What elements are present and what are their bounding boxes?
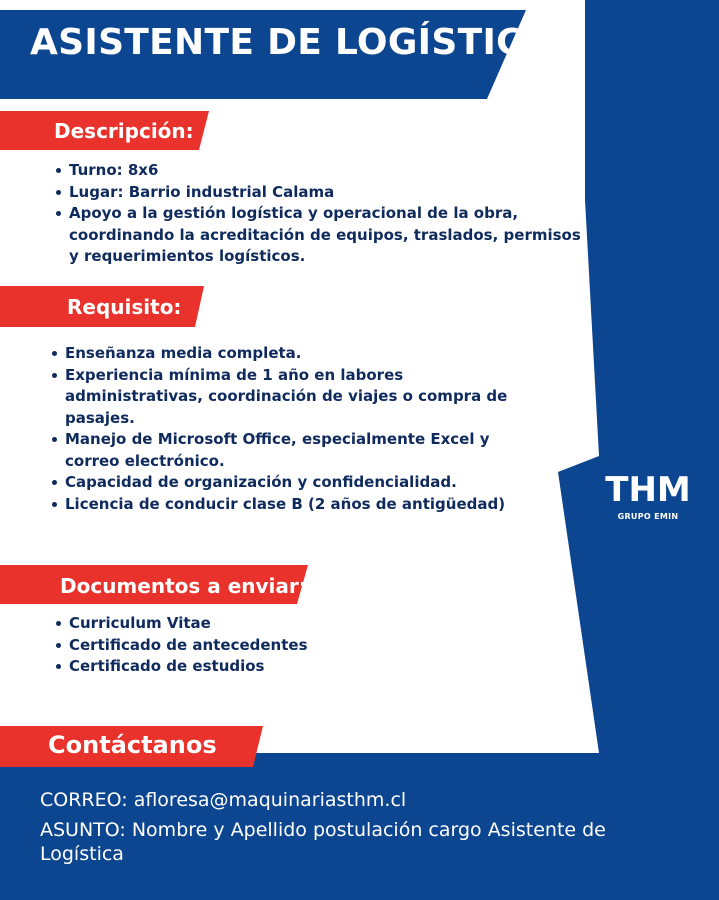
thm-logo bbox=[598, 471, 698, 521]
logo-subtitle: GRUPO EMIN bbox=[617, 512, 679, 521]
list-item: Turno: 8x6 bbox=[55, 160, 595, 182]
list-item: Certificado de estudios bbox=[55, 656, 475, 678]
requirement-list bbox=[51, 343, 541, 515]
list-item: Manejo de Microsoft Office, especialmente Excel y correo electrónico. bbox=[51, 429, 541, 472]
job-title: ASISTENTE DE LOGÍSTICA bbox=[30, 22, 552, 63]
list-item: Experiencia mínima de 1 año en labores administrativas, coordinación de viajes o compra de pasajes. bbox=[51, 365, 541, 430]
list-item: Capacidad de organización y confidencialidad. bbox=[51, 472, 541, 494]
documents-list bbox=[55, 613, 475, 678]
list-item: Licencia de conducir clase B (2 años de antigüedad) bbox=[51, 494, 541, 516]
requirement-heading: Requisito: bbox=[67, 295, 182, 319]
contact-heading: Contáctanos bbox=[48, 731, 217, 759]
list-item: Lugar: Barrio industrial Calama bbox=[55, 182, 595, 204]
contact-email: CORREO: afloresa@maquinariasthm.cl bbox=[40, 789, 407, 811]
list-item: Enseñanza media completa. bbox=[51, 343, 541, 365]
description-list bbox=[55, 160, 595, 268]
logo-wordmark: THM bbox=[605, 470, 691, 510]
list-item: Certificado de antecedentes bbox=[55, 635, 475, 657]
list-item: Apoyo a la gestión logística y operacional de la obra, coordinando la acreditación de equipos, traslados, permisos y requerimientos logísticos. bbox=[55, 203, 595, 268]
description-heading: Descripción: bbox=[54, 119, 194, 143]
documents-heading: Documentos a enviar: bbox=[60, 574, 307, 598]
contact-subject: ASUNTO: Nombre y Apellido postulación cargo Asistente de Logística bbox=[40, 819, 606, 865]
list-item: Curriculum Vitae bbox=[55, 613, 475, 635]
